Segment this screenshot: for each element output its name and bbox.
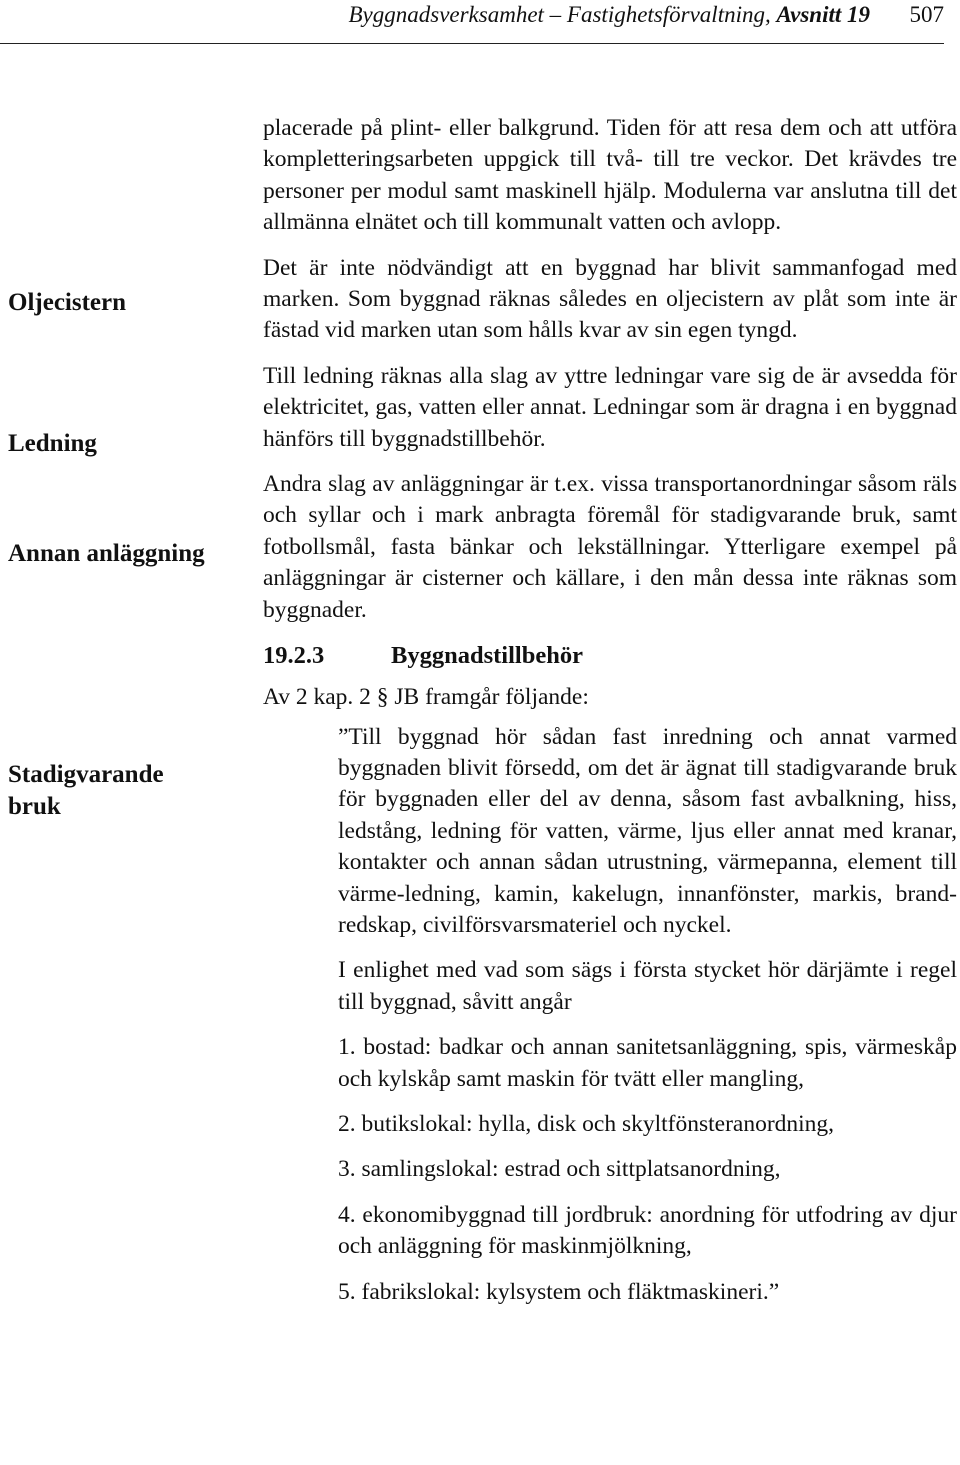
paragraph-ledning: Till ledning räknas alla slag av yttre ledningar vare sig de är avsedda för elektricitet, gas, vatten eller annat. Ledningar som är dragna i en byggnad hänförs till byggnadstillbehör.: [263, 362, 957, 452]
margin-label-oljecistern: Oljecistern: [8, 289, 127, 316]
paragraph-law-reference: Av 2 kap. 2 § JB framgår följande:: [263, 684, 589, 711]
quote-list-item: 4. ekonomibyggnad till jordbruk: anordning för utfodring av djur och anläggning för maskinmjölkning,: [338, 1201, 957, 1260]
section-number: 19.2.3: [263, 642, 325, 670]
quote-paragraph: I enlighet med vad som sägs i första stycket hör därjämte i regel till byggnad, såvitt angår: [338, 957, 957, 1015]
quote-list-item: 2. butikslokal: hylla, disk och skyltfönsteranordning,: [338, 1110, 835, 1137]
margin-label-ledning: Ledning: [8, 430, 97, 457]
section-heading: [263, 640, 957, 672]
main-text: [263, 113, 957, 1322]
quote-list-item: 3. samlingslokal: estrad och sittplatsanordning,: [338, 1156, 781, 1183]
margin-label-stadigvarande-bruk: Stadigvarande bruk: [8, 761, 164, 820]
header-rule: [0, 43, 944, 44]
page-header: [0, 0, 944, 44]
page-number: 507: [909, 2, 944, 27]
paragraph: placerade på plint- eller balkgrund. Tiden för att resa dem och att utföra kompletteringsarbeten uppgick till två- till tre veckor. Det krävdes tre personer per modul samt maskinell hjälp. Modulerna var anslutna till det allmänna elnätet och till kommunalt vatten och avlopp.: [263, 115, 957, 236]
header-section: Avsnitt 19: [776, 2, 870, 27]
quote-list-item: 5. fabrikslokal: kylsystem och fläktmaskineri.”: [338, 1278, 780, 1305]
quote-list-item: 1. bostad: badkar och annan sanitetsanläggning, spis, värmeskåp och kylskåp samt maskin för tvätt eller mangling,: [338, 1034, 957, 1092]
quote-paragraph: ”Till byggnad hör sådan fast inredning och annat varmed byggnaden blivit försedd, om det är ägnat till stadigvarande bruk för byggnaden eller del av denna, såsom fast avbalkning, hiss, ledstång, ledning för vatten, värme, ljus eller annat med kranar, kontakter och annan sådan utrustning, värmepanna, element till värme-ledning, kamin, kakelugn, innanfönster, markis, brand-redskap, civilförsvarsmateriel och nyckel.: [338, 723, 957, 938]
paragraph-oljecistern: Det är inte nödvändigt att en byggnad har blivit sammanfogad med marken. Som byggnad räknas således en oljecistern av plåt som inte är fästad vid marken utan som hålls kvar av sin egen tyngd.: [263, 254, 957, 344]
section-title: Byggnadstillbehör: [391, 642, 583, 670]
law-quote: [338, 722, 957, 1309]
paragraph-annan-anlaggning: Andra slag av anläggningar är t.ex. vissa transportanordningar såsom räls och syllar och i mark anbragta föremål för stadigvarande bruk, samt fotbollsmål, fasta bänkar och lekställningar. Ytterligare exempel på anläggningar är cisterner och källare, i den mån dessa inte räknas som byggnader.: [263, 471, 957, 623]
header-title: [348, 2, 870, 28]
margin-label-annan-anlaggning: Annan anläggning: [8, 540, 205, 567]
header-title-text: Byggnadsverksamhet – Fastighetsförvaltning,: [348, 2, 771, 27]
